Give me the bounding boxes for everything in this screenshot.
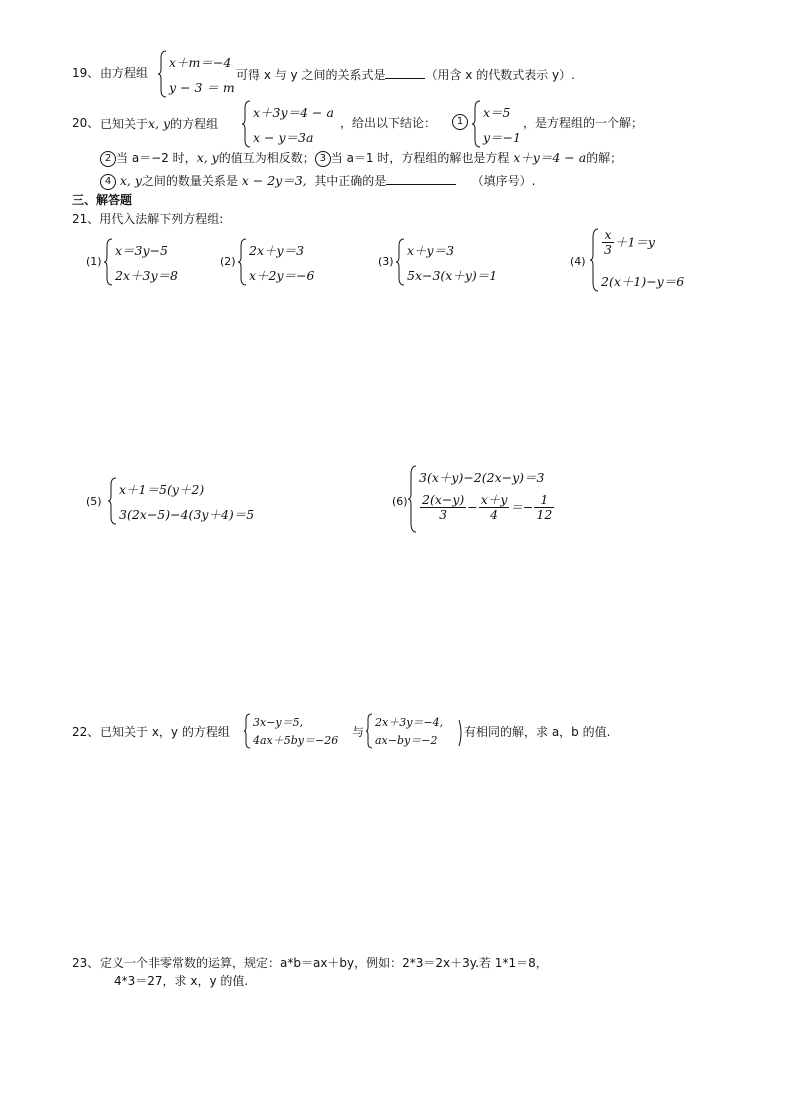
q21-p6-system [408, 465, 588, 533]
q21-p3-row1: x＋y＝3 [407, 243, 455, 258]
q21-p5-row2: 3(2x−5)−4(3y＋4)＝5 [119, 507, 255, 522]
q21-number: 21、 [72, 212, 100, 226]
q21-title [72, 212, 223, 226]
q21-p6-row2 [419, 493, 555, 523]
q21-p1-system [104, 238, 204, 286]
q19-answer-blank[interactable] [385, 66, 425, 79]
q20-line3-a: 之间的数量关系是 [141, 174, 238, 188]
q22-mid: 与 [352, 725, 365, 739]
q21-title-text: 用代入法解下列方程组: [99, 212, 224, 226]
q21-p3-system [396, 238, 526, 286]
q20-number: 20、 [72, 116, 100, 130]
q21-p1-row2: 2x＋3y＝8 [115, 268, 178, 283]
q20-prefix [100, 116, 218, 131]
q20-line3-c: （填序号）. [471, 174, 536, 188]
q20-system [242, 100, 342, 148]
q20-line2-c: 当 a＝1 时，方程组的解也是方程 [330, 151, 510, 165]
circled-two: 2 [100, 151, 116, 167]
circled-one: 1 [452, 114, 468, 130]
q22-s2-row1: 2x＋3y＝−4, [375, 716, 444, 729]
q20-line2 [100, 150, 622, 167]
q22-system2 [366, 713, 466, 749]
q21-p6-frac2 [479, 493, 510, 523]
q21-p6-row1: 3(x＋y)−2(2x−y)＝3 [419, 470, 545, 485]
q20-eq-row2: x − y＝3a [253, 130, 314, 145]
q22-system1 [244, 713, 354, 749]
brace-icon [366, 713, 374, 749]
q21-p1-row1: x＝3y−5 [115, 243, 168, 258]
q21-p6-frac3-num: 1 [534, 493, 554, 508]
q21-p4-row2: 2(x＋1)−y＝6 [601, 274, 685, 289]
q21-p4-frac-den: 3 [604, 242, 612, 258]
q20-line3-eq: x − 2y＝3, [241, 173, 307, 188]
q19-suffix: （用含 x 的代数式表示 y）. [425, 68, 575, 82]
q21-p2-label: (2) [220, 255, 236, 268]
q21-p4-row1 [601, 228, 655, 258]
q19-eq-row2: y − 3 ＝ m [169, 80, 235, 95]
q21-p2-row2: x＋2y＝−6 [249, 268, 315, 283]
q21-p4-frac-num: x [602, 228, 614, 243]
q21-p5-label: (5) [86, 495, 102, 508]
q23-line1: 定义一个非零常数的运算，规定：a*b＝ax＋by，例如：2*3＝2x＋3y.若 1*1＝8， [100, 956, 548, 970]
q19-number: 19、 [72, 66, 100, 80]
q20-mid: ，给出以下结论： [340, 116, 437, 130]
section-title: 三、解答题 [72, 193, 133, 207]
q20-line2-d: 的解； [586, 151, 623, 165]
brace-icon [158, 50, 168, 98]
q23-line2: 4*3＝27，求 x，y 的值. [114, 974, 249, 988]
q21-p6-label: (6) [392, 495, 408, 508]
q20-eq-row1: x＋3y＝4 − a [253, 105, 334, 120]
q21-p6-frac1-den: 3 [439, 507, 448, 523]
circled-four: 4 [100, 174, 116, 190]
q22-s1-row1: 3x−y＝5, [253, 716, 304, 729]
brace-icon [472, 100, 482, 148]
q21-p3-row2: 5x−3(x＋y)＝1 [407, 268, 498, 283]
q20-line2-a: 当 a＝−2 时， [116, 151, 197, 165]
brace-icon [108, 477, 118, 525]
q21-p5-row1: x＋1＝5(y＋2) [119, 482, 205, 497]
q20-c1-text: ，是方程组的一个解； [523, 116, 644, 130]
q21-p5-system [108, 477, 288, 525]
q20-line2-b: 的值互为相反数； [218, 151, 315, 165]
brace-icon [408, 465, 418, 533]
q20-vars: x, y [148, 116, 171, 131]
q19-middle [236, 66, 575, 82]
q21-p6-eq: ＝− [510, 499, 534, 515]
q21-p6-frac2-den: 4 [490, 507, 499, 523]
q20-line3-vars: x, y [119, 173, 142, 188]
brace-icon [238, 238, 248, 286]
q20-prefix-text: 已知关于 [100, 117, 149, 131]
q21-p2-system [238, 238, 338, 286]
brace-icon [396, 238, 406, 286]
q22-number: 22、 [72, 725, 100, 739]
q23-number: 23、 [72, 956, 100, 970]
q20-line3-b: 其中正确的是 [314, 174, 387, 188]
brace-icon [104, 238, 114, 286]
brace-icon [242, 100, 252, 148]
q20-line3 [100, 172, 535, 190]
q21-p6-frac3 [534, 493, 554, 523]
q20-sol-row2: y＝−1 [483, 130, 521, 145]
q19-eq-row1: x＋m＝−4 [169, 55, 232, 70]
q21-p4-system [590, 228, 720, 292]
q21-p6-frac2-num: x＋y [480, 492, 508, 507]
q20-answer-blank[interactable] [386, 172, 456, 185]
q21-p3-label: (3) [378, 255, 394, 268]
q21-p4-label: (4) [570, 255, 586, 268]
q22-s2-row2: ax−by＝−2 [375, 734, 438, 747]
q21-p6-frac1 [420, 493, 466, 523]
q21-p4-frac [602, 228, 614, 258]
q21-p2-row1: 2x＋y＝3 [249, 243, 305, 258]
q21-p6-minus: − [467, 499, 478, 515]
q20-prefix2-text: 的方程组 [170, 117, 219, 131]
q21-p6-frac1-num: 2(x−y) [422, 492, 465, 507]
q21-p6-frac3-den: 12 [536, 507, 553, 523]
circled-three: 3 [315, 151, 331, 167]
q20-line2-eq: x＋y＝4 − a [513, 150, 587, 165]
brace-icon [590, 228, 600, 292]
q22-prefix: 已知关于 x，y 的方程组 [100, 725, 230, 739]
q19-system [158, 50, 238, 98]
brace-icon [244, 713, 252, 749]
q21-p1-label: (1) [86, 255, 102, 268]
q22-suffix: 有相同的解，求 a，b 的值. [464, 725, 611, 739]
q20-sol-row1: x＝5 [483, 105, 511, 120]
q20-c1 [452, 114, 468, 130]
q20-line2-vars: x, y [196, 150, 219, 165]
q19-middle-text: 可得 x 与 y 之间的关系式是 [236, 68, 386, 82]
q21-p4-row1-rest: ＋1＝y [614, 234, 655, 250]
q22-s1-row2: 4ax＋5by＝−26 [253, 734, 339, 747]
q19-prefix: 由方程组 [100, 66, 149, 80]
